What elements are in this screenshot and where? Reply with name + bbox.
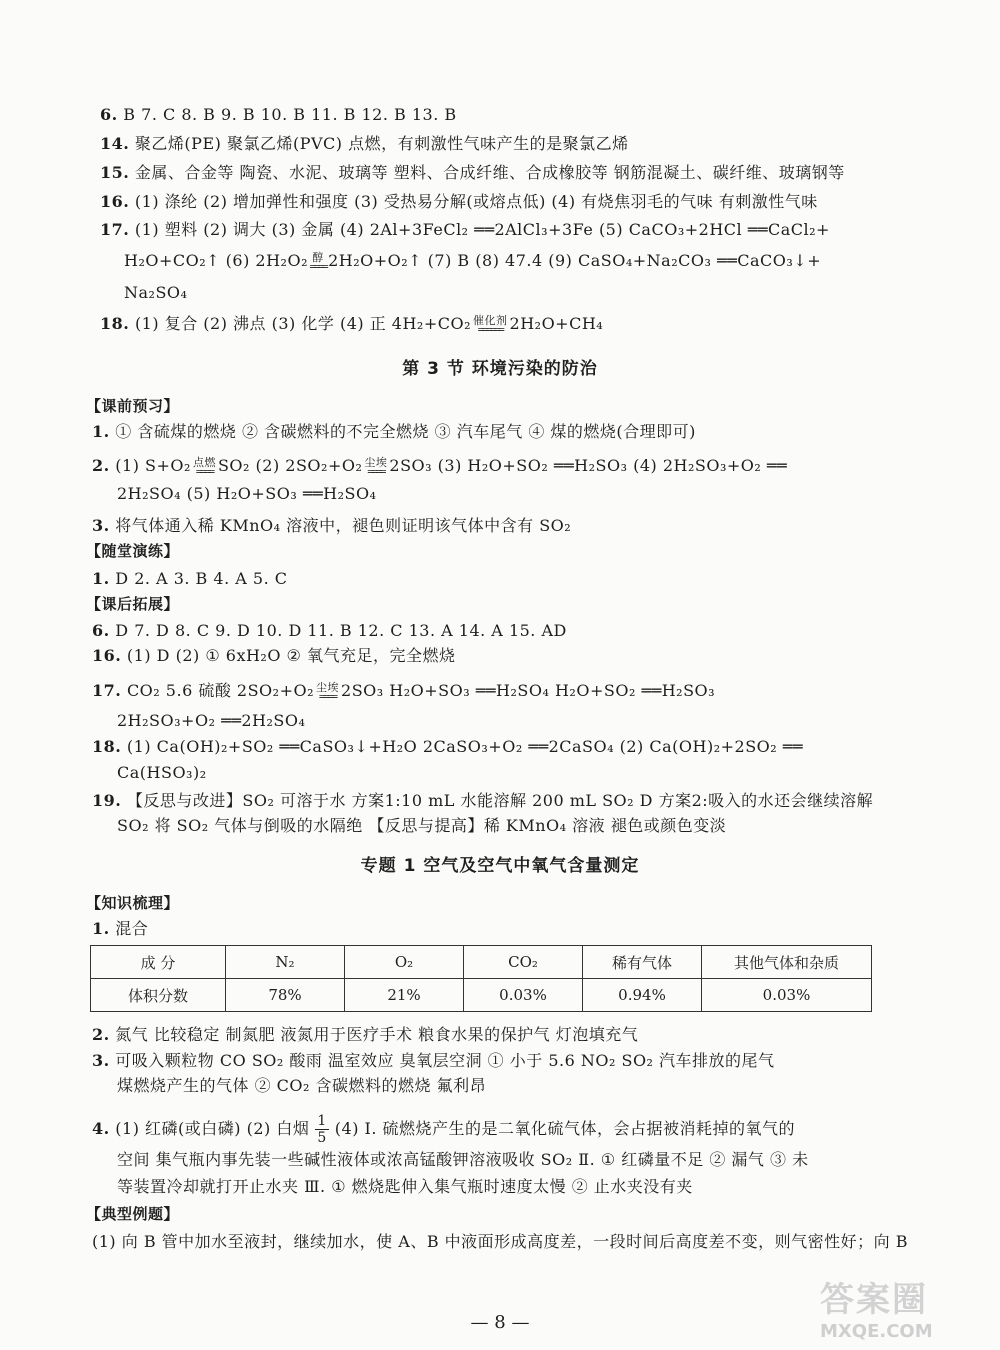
answer-line: (1) 向 B 管中加水至液封，继续加水，使 A、B 中液面形成高度差，一段时间后高度差不变，则气密性好；向 B xyxy=(92,1232,909,1251)
answer-line: 2H₂SO₃+O₂ ══2H₂SO₄ xyxy=(117,711,306,730)
table-cell: 78% xyxy=(226,979,345,1012)
condition-arrow: 尘埃 ════ xyxy=(364,456,388,478)
section-title: 第 3 节 环境污染的防治 xyxy=(402,359,598,379)
table-cell: 0.94% xyxy=(583,979,702,1012)
table-cell: CO₂ xyxy=(464,946,583,979)
table-cell: O₂ xyxy=(345,946,464,979)
answer-line: SO₂ 将 SO₂ 气体与倒吸的水隔绝 【反思与提高】稀 KMnO₄ 溶液 褪色或颜色变淡 xyxy=(117,816,727,835)
table-cell: 成 分 xyxy=(91,946,226,979)
answer-line: 煤燃烧产生的气体 ② CO₂ 含碳燃料的燃烧 氟利昂 xyxy=(117,1076,487,1095)
header-knowledge: 【知识梳理】 xyxy=(86,894,180,912)
answer-18: 18. (1) 复合 (2) 沸点 (3) 化学 (4) 正 4H₂+CO₂ 催化剂 ══════ 2H₂O+CH₄ xyxy=(100,314,604,336)
answer-17b: 17. CO₂ 5.6 硫酸 2SO₂+O₂ 尘埃 ════ 2SO₃ H₂O+SO₃ ══H₂SO₄ H₂O+SO₂ ══H₂SO₃ xyxy=(92,681,716,703)
answer-line: 6. B 7. C 8. B 9. B 10. B 11. B 12. B 13. B xyxy=(100,105,457,124)
table-cell: N₂ xyxy=(226,946,345,979)
header-class-practice: 【随堂演练】 xyxy=(86,542,180,560)
answer-line: 6. D 7. D 8. C 9. D 10. D 11. B 12. C 13. A 14. A 15. AD xyxy=(92,621,567,640)
condition-arrow: 催化剂 ══════ xyxy=(473,314,508,336)
fraction: $\frac{1}{5}$ xyxy=(317,1113,327,1146)
pre-answer-2-line2: 2H₂SO₄ (5) H₂O+SO₃ ══H₂SO₄ xyxy=(117,484,377,503)
watermark-mark: 答案圈 xyxy=(820,1280,928,1320)
header-after-class: 【课后拓展】 xyxy=(86,595,180,613)
table-cell: 其他气体和杂质 xyxy=(702,946,872,979)
answer-line: 1. D 2. A 3. B 4. A 5. C xyxy=(92,569,288,588)
answer-line: 19. 【反思与改进】SO₂ 可溶于水 方案1:10 mL 水能溶解 200 mL SO₂ D 方案2:吸入的水还会继续溶解 xyxy=(92,791,874,810)
answer-line: 15. 金属、合金等 陶瓷、水泥、玻璃等 塑料、合成纤维、合成橡胶等 钢筋混凝土、碳纤维、玻璃钢等 xyxy=(100,163,845,182)
answer-line: 3. 将气体通入稀 KMnO₄ 溶液中，褪色则证明该气体中含有 SO₂ xyxy=(92,516,572,535)
answer-17-line2: H₂O+CO₂↑ (6) 2H₂O₂ 醇 ════ 2H₂O+O₂↑ (7) B (8) 47.4 (9) CaSO₄+Na₂CO₃ ══CaCO₃↓+ xyxy=(124,251,822,273)
table-cell: 稀有气体 xyxy=(583,946,702,979)
table-cell: 21% xyxy=(345,979,464,1012)
answer-line: 16. (1) 涤纶 (2) 增加弹性和强度 (3) 受热易分解(或熔点低) (4) 有烧焦羽毛的气味 有刺激性气味 xyxy=(100,192,818,211)
table-cell: 体积分数 xyxy=(91,979,226,1012)
knowledge-answer-4: 4. (1) 红磷(或白磷) (2) 白烟 $\frac{1}{5}$ (4) Ⅰ. 硫燃烧产生的是二氧化硫气体，会占据被消耗掉的氧气的 xyxy=(92,1113,796,1146)
watermark-logo xyxy=(820,1272,980,1342)
pre-answer-2: 2. (1) S+O₂ 点燃 ════ SO₂ (2) 2SO₂+O₂ 尘埃 ════ 2SO₃ (3) H₂O+SO₂ ══H₂SO₃ (4) 2H₂SO₃+O₂ ══ xyxy=(92,456,788,478)
watermark-url: MXQE.COM xyxy=(820,1321,933,1342)
answer-line: 等装置冷却就打开止水夹 Ⅲ. ① 燃烧匙伸入集气瓶时速度太慢 ② 止水夹没有夹 xyxy=(117,1177,693,1196)
table-header-row xyxy=(91,946,872,979)
answer-line: Na₂SO₄ xyxy=(124,283,188,302)
answer-line: 18. (1) Ca(OH)₂+SO₂ ══CaSO₃↓+H₂O 2CaSO₃+O₂ ══2CaSO₄ (2) Ca(OH)₂+2SO₂ ══ xyxy=(92,737,804,756)
header-example: 【典型例题】 xyxy=(86,1205,180,1223)
table-row xyxy=(91,979,872,1012)
page-number: — 8 — xyxy=(470,1312,530,1333)
answer-line: 17. (1) 塑料 (2) 调大 (3) 金属 (4) 2Al+3FeCl₂ ══2AlCl₃+3Fe (5) CaCO₃+2HCl ══CaCl₂+ xyxy=(100,220,830,239)
table-cell: 0.03% xyxy=(702,979,872,1012)
condition-arrow: 醇 ════ xyxy=(309,251,327,273)
answer-line: 空间 集气瓶内事先装一些碱性液体或浓高锰酸钾溶液吸收 SO₂ Ⅱ. ① 红磷量不足 ② 漏气 ③ 未 xyxy=(117,1150,809,1169)
answer-line: 1. 混合 xyxy=(92,919,149,938)
condition-arrow: 点燃 ════ xyxy=(192,456,216,478)
answer-line: 16. (1) D (2) ① 6xH₂O ② 氧气充足，完全燃烧 xyxy=(92,646,456,665)
pre-answer-1: 1. ① 含硫煤的燃烧 ② 含碳燃料的不完全燃烧 ③ 汽车尾气 ④ 煤的燃烧(合理即可) xyxy=(92,422,696,441)
header-preview: 【课前预习】 xyxy=(86,397,180,415)
condition-arrow: 尘埃 ════ xyxy=(316,681,340,703)
answer-line: 3. 可吸入颗粒物 CO SO₂ 酸雨 温室效应 臭氧层空洞 ① 小于 5.6 NO₂ SO₂ 汽车排放的尾气 xyxy=(92,1051,775,1070)
answer-line: 2. 氮气 比较稳定 制氮肥 液氮用于医疗手术 粮食水果的保护气 灯泡填充气 xyxy=(92,1025,639,1044)
answer-line: Ca(HSO₃)₂ xyxy=(117,763,207,782)
topic-title: 专题 1 空气及空气中氧气含量测定 xyxy=(360,856,640,876)
answer-line: 14. 聚乙烯(PE) 聚氯乙烯(PVC) 点燃，有刺激性气味产生的是聚氯乙烯 xyxy=(100,134,629,153)
table-cell: 0.03% xyxy=(464,979,583,1012)
air-composition-table xyxy=(90,945,872,1012)
